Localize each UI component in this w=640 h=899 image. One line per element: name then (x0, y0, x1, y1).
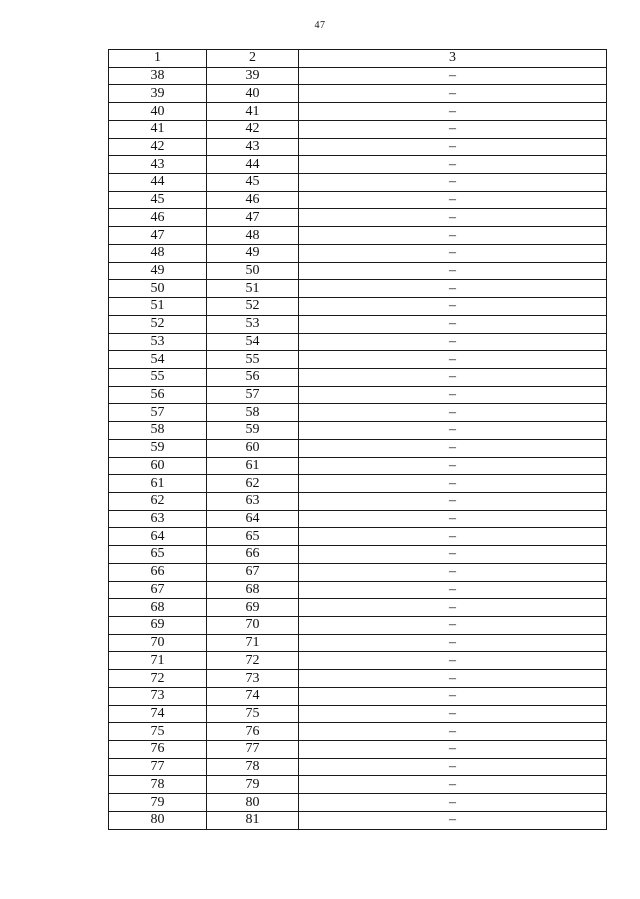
table-cell-col-3: – (299, 174, 607, 192)
table-cell-col-2: 70 (207, 617, 299, 635)
table-cell-col-1: 55 (109, 368, 207, 386)
table-cell-col-1: 56 (109, 386, 207, 404)
table-row (109, 741, 607, 759)
table-cell-col-2: 40 (207, 85, 299, 103)
table-cell-col-3: – (299, 492, 607, 510)
table-cell-col-1: 46 (109, 209, 207, 227)
table-cell-col-1: 70 (109, 634, 207, 652)
table-cell-col-3: – (299, 262, 607, 280)
table-cell-col-3: – (299, 563, 607, 581)
table-row (109, 439, 607, 457)
table-row (109, 191, 607, 209)
table-cell-col-3: – (299, 617, 607, 635)
table-cell-col-1: 42 (109, 138, 207, 156)
table-cell-col-3: – (299, 510, 607, 528)
table-cell-col-1: 67 (109, 581, 207, 599)
table-cell-col-2: 71 (207, 634, 299, 652)
table-cell-col-3: – (299, 138, 607, 156)
table-cell-col-2: 68 (207, 581, 299, 599)
table-cell-col-2: 53 (207, 315, 299, 333)
table-cell-col-3: – (299, 85, 607, 103)
table-row (109, 670, 607, 688)
table-cell-col-1: 38 (109, 67, 207, 85)
table-cell-col-1: 47 (109, 227, 207, 245)
table-row (109, 85, 607, 103)
table-cell-col-2: 46 (207, 191, 299, 209)
table-cell-col-2: 50 (207, 262, 299, 280)
table-cell-col-3: – (299, 723, 607, 741)
table-cell-col-3: – (299, 422, 607, 440)
table-cell-col-2: 48 (207, 227, 299, 245)
table-cell-col-2: 45 (207, 174, 299, 192)
table-cell-col-1: 63 (109, 510, 207, 528)
table-cell-col-2: 44 (207, 156, 299, 174)
table-row (109, 457, 607, 475)
table-cell-col-3: – (299, 439, 607, 457)
table-cell-col-3: – (299, 315, 607, 333)
table-cell-col-2: 80 (207, 794, 299, 812)
table-cell-col-2: 49 (207, 244, 299, 262)
table-cell-col-3: – (299, 351, 607, 369)
table-cell-col-3: – (299, 103, 607, 121)
table-row (109, 280, 607, 298)
table-cell-col-2: 47 (207, 209, 299, 227)
table-cell-col-3: – (299, 298, 607, 316)
table-cell-col-3: – (299, 546, 607, 564)
table-row (109, 546, 607, 564)
table-cell-col-3: – (299, 457, 607, 475)
table-cell-col-3: – (299, 634, 607, 652)
table-row (109, 120, 607, 138)
table-cell-col-1: 44 (109, 174, 207, 192)
table-row (109, 617, 607, 635)
table-cell-col-1: 52 (109, 315, 207, 333)
table-cell-col-1: 61 (109, 475, 207, 493)
table-row (109, 138, 607, 156)
table-row (109, 368, 607, 386)
table-row (109, 705, 607, 723)
table-cell-col-1: 59 (109, 439, 207, 457)
table-cell-col-1: 68 (109, 599, 207, 617)
table-cell-col-1: 72 (109, 670, 207, 688)
table-row (109, 599, 607, 617)
table-row (109, 67, 607, 85)
header-cell-3: 3 (299, 50, 607, 68)
table-cell-col-3: – (299, 368, 607, 386)
table-cell-col-3: – (299, 280, 607, 298)
table-cell-col-1: 62 (109, 492, 207, 510)
table-cell-col-1: 78 (109, 776, 207, 794)
table-cell-col-2: 75 (207, 705, 299, 723)
table-cell-col-1: 77 (109, 758, 207, 776)
table-row (109, 528, 607, 546)
table-cell-col-3: – (299, 670, 607, 688)
page-number: 47 (314, 20, 326, 31)
table-cell-col-3: – (299, 599, 607, 617)
table-row (109, 811, 607, 829)
table-cell-col-2: 42 (207, 120, 299, 138)
table-cell-col-2: 69 (207, 599, 299, 617)
table-row (109, 634, 607, 652)
table-cell-col-1: 53 (109, 333, 207, 351)
table-cell-col-2: 51 (207, 280, 299, 298)
table-cell-col-3: – (299, 705, 607, 723)
table-row (109, 510, 607, 528)
table-cell-col-3: – (299, 386, 607, 404)
table-cell-col-2: 77 (207, 741, 299, 759)
table-cell-col-1: 39 (109, 85, 207, 103)
table-cell-col-1: 57 (109, 404, 207, 422)
table-cell-col-3: – (299, 191, 607, 209)
table-cell-col-2: 62 (207, 475, 299, 493)
table-cell-col-2: 63 (207, 492, 299, 510)
table-cell-col-1: 58 (109, 422, 207, 440)
table-cell-col-2: 43 (207, 138, 299, 156)
table-cell-col-3: – (299, 333, 607, 351)
table-cell-col-2: 66 (207, 546, 299, 564)
table-cell-col-3: – (299, 244, 607, 262)
table-cell-col-3: – (299, 741, 607, 759)
table-cell-col-1: 51 (109, 298, 207, 316)
header-cell-1: 1 (109, 50, 207, 68)
table-cell-col-3: – (299, 227, 607, 245)
table-cell-col-2: 76 (207, 723, 299, 741)
table-cell-col-2: 64 (207, 510, 299, 528)
data-table (108, 49, 607, 830)
table-cell-col-1: 49 (109, 262, 207, 280)
table-cell-col-2: 41 (207, 103, 299, 121)
table-row (109, 563, 607, 581)
table-cell-col-2: 60 (207, 439, 299, 457)
table-row (109, 723, 607, 741)
table-cell-col-1: 64 (109, 528, 207, 546)
table-cell-col-2: 73 (207, 670, 299, 688)
table-cell-col-1: 48 (109, 244, 207, 262)
table-row (109, 581, 607, 599)
table-cell-col-2: 54 (207, 333, 299, 351)
table-cell-col-1: 73 (109, 687, 207, 705)
table-cell-col-2: 57 (207, 386, 299, 404)
table-cell-col-3: – (299, 67, 607, 85)
table-cell-col-1: 80 (109, 811, 207, 829)
table-cell-col-1: 76 (109, 741, 207, 759)
table-row (109, 315, 607, 333)
table-cell-col-2: 79 (207, 776, 299, 794)
table-cell-col-1: 74 (109, 705, 207, 723)
table-cell-col-3: – (299, 811, 607, 829)
table-cell-col-3: – (299, 156, 607, 174)
table-cell-col-2: 81 (207, 811, 299, 829)
table-row (109, 209, 607, 227)
table-cell-col-3: – (299, 794, 607, 812)
table-cell-col-2: 52 (207, 298, 299, 316)
table-row (109, 404, 607, 422)
table-cell-col-3: – (299, 528, 607, 546)
table-cell-col-3: – (299, 404, 607, 422)
table-cell-col-1: 65 (109, 546, 207, 564)
table-row (109, 475, 607, 493)
table-header-row (109, 50, 607, 68)
table-cell-col-3: – (299, 776, 607, 794)
table-cell-col-2: 56 (207, 368, 299, 386)
table-cell-col-2: 72 (207, 652, 299, 670)
table-cell-col-1: 60 (109, 457, 207, 475)
table-row (109, 333, 607, 351)
table-cell-col-3: – (299, 758, 607, 776)
table-cell-col-2: 61 (207, 457, 299, 475)
table-row (109, 174, 607, 192)
table-cell-col-3: – (299, 120, 607, 138)
table-cell-col-2: 74 (207, 687, 299, 705)
table-cell-col-2: 59 (207, 422, 299, 440)
table-cell-col-2: 78 (207, 758, 299, 776)
table-cell-col-1: 40 (109, 103, 207, 121)
table-row (109, 227, 607, 245)
table-cell-col-2: 39 (207, 67, 299, 85)
table-cell-col-3: – (299, 687, 607, 705)
header-cell-2: 2 (207, 50, 299, 68)
table-cell-col-1: 45 (109, 191, 207, 209)
table-cell-col-1: 79 (109, 794, 207, 812)
table-cell-col-2: 65 (207, 528, 299, 546)
table-row (109, 386, 607, 404)
table-row (109, 156, 607, 174)
table-row (109, 298, 607, 316)
table-row (109, 351, 607, 369)
table-row (109, 103, 607, 121)
table-cell-col-3: – (299, 581, 607, 599)
table-cell-col-1: 71 (109, 652, 207, 670)
table-row (109, 776, 607, 794)
table-cell-col-1: 54 (109, 351, 207, 369)
table-cell-col-3: – (299, 475, 607, 493)
table-row (109, 492, 607, 510)
table-cell-col-2: 55 (207, 351, 299, 369)
table-row (109, 262, 607, 280)
table-row (109, 794, 607, 812)
table-row (109, 652, 607, 670)
table-body (109, 50, 607, 830)
table-cell-col-2: 67 (207, 563, 299, 581)
table-cell-col-3: – (299, 652, 607, 670)
table-cell-col-1: 43 (109, 156, 207, 174)
table-row (109, 244, 607, 262)
table-cell-col-1: 50 (109, 280, 207, 298)
table-cell-col-3: – (299, 209, 607, 227)
table-row (109, 758, 607, 776)
table-row (109, 687, 607, 705)
table-cell-col-1: 66 (109, 563, 207, 581)
table-cell-col-2: 58 (207, 404, 299, 422)
table-row (109, 422, 607, 440)
table-cell-col-1: 69 (109, 617, 207, 635)
table-cell-col-1: 41 (109, 120, 207, 138)
table-cell-col-1: 75 (109, 723, 207, 741)
